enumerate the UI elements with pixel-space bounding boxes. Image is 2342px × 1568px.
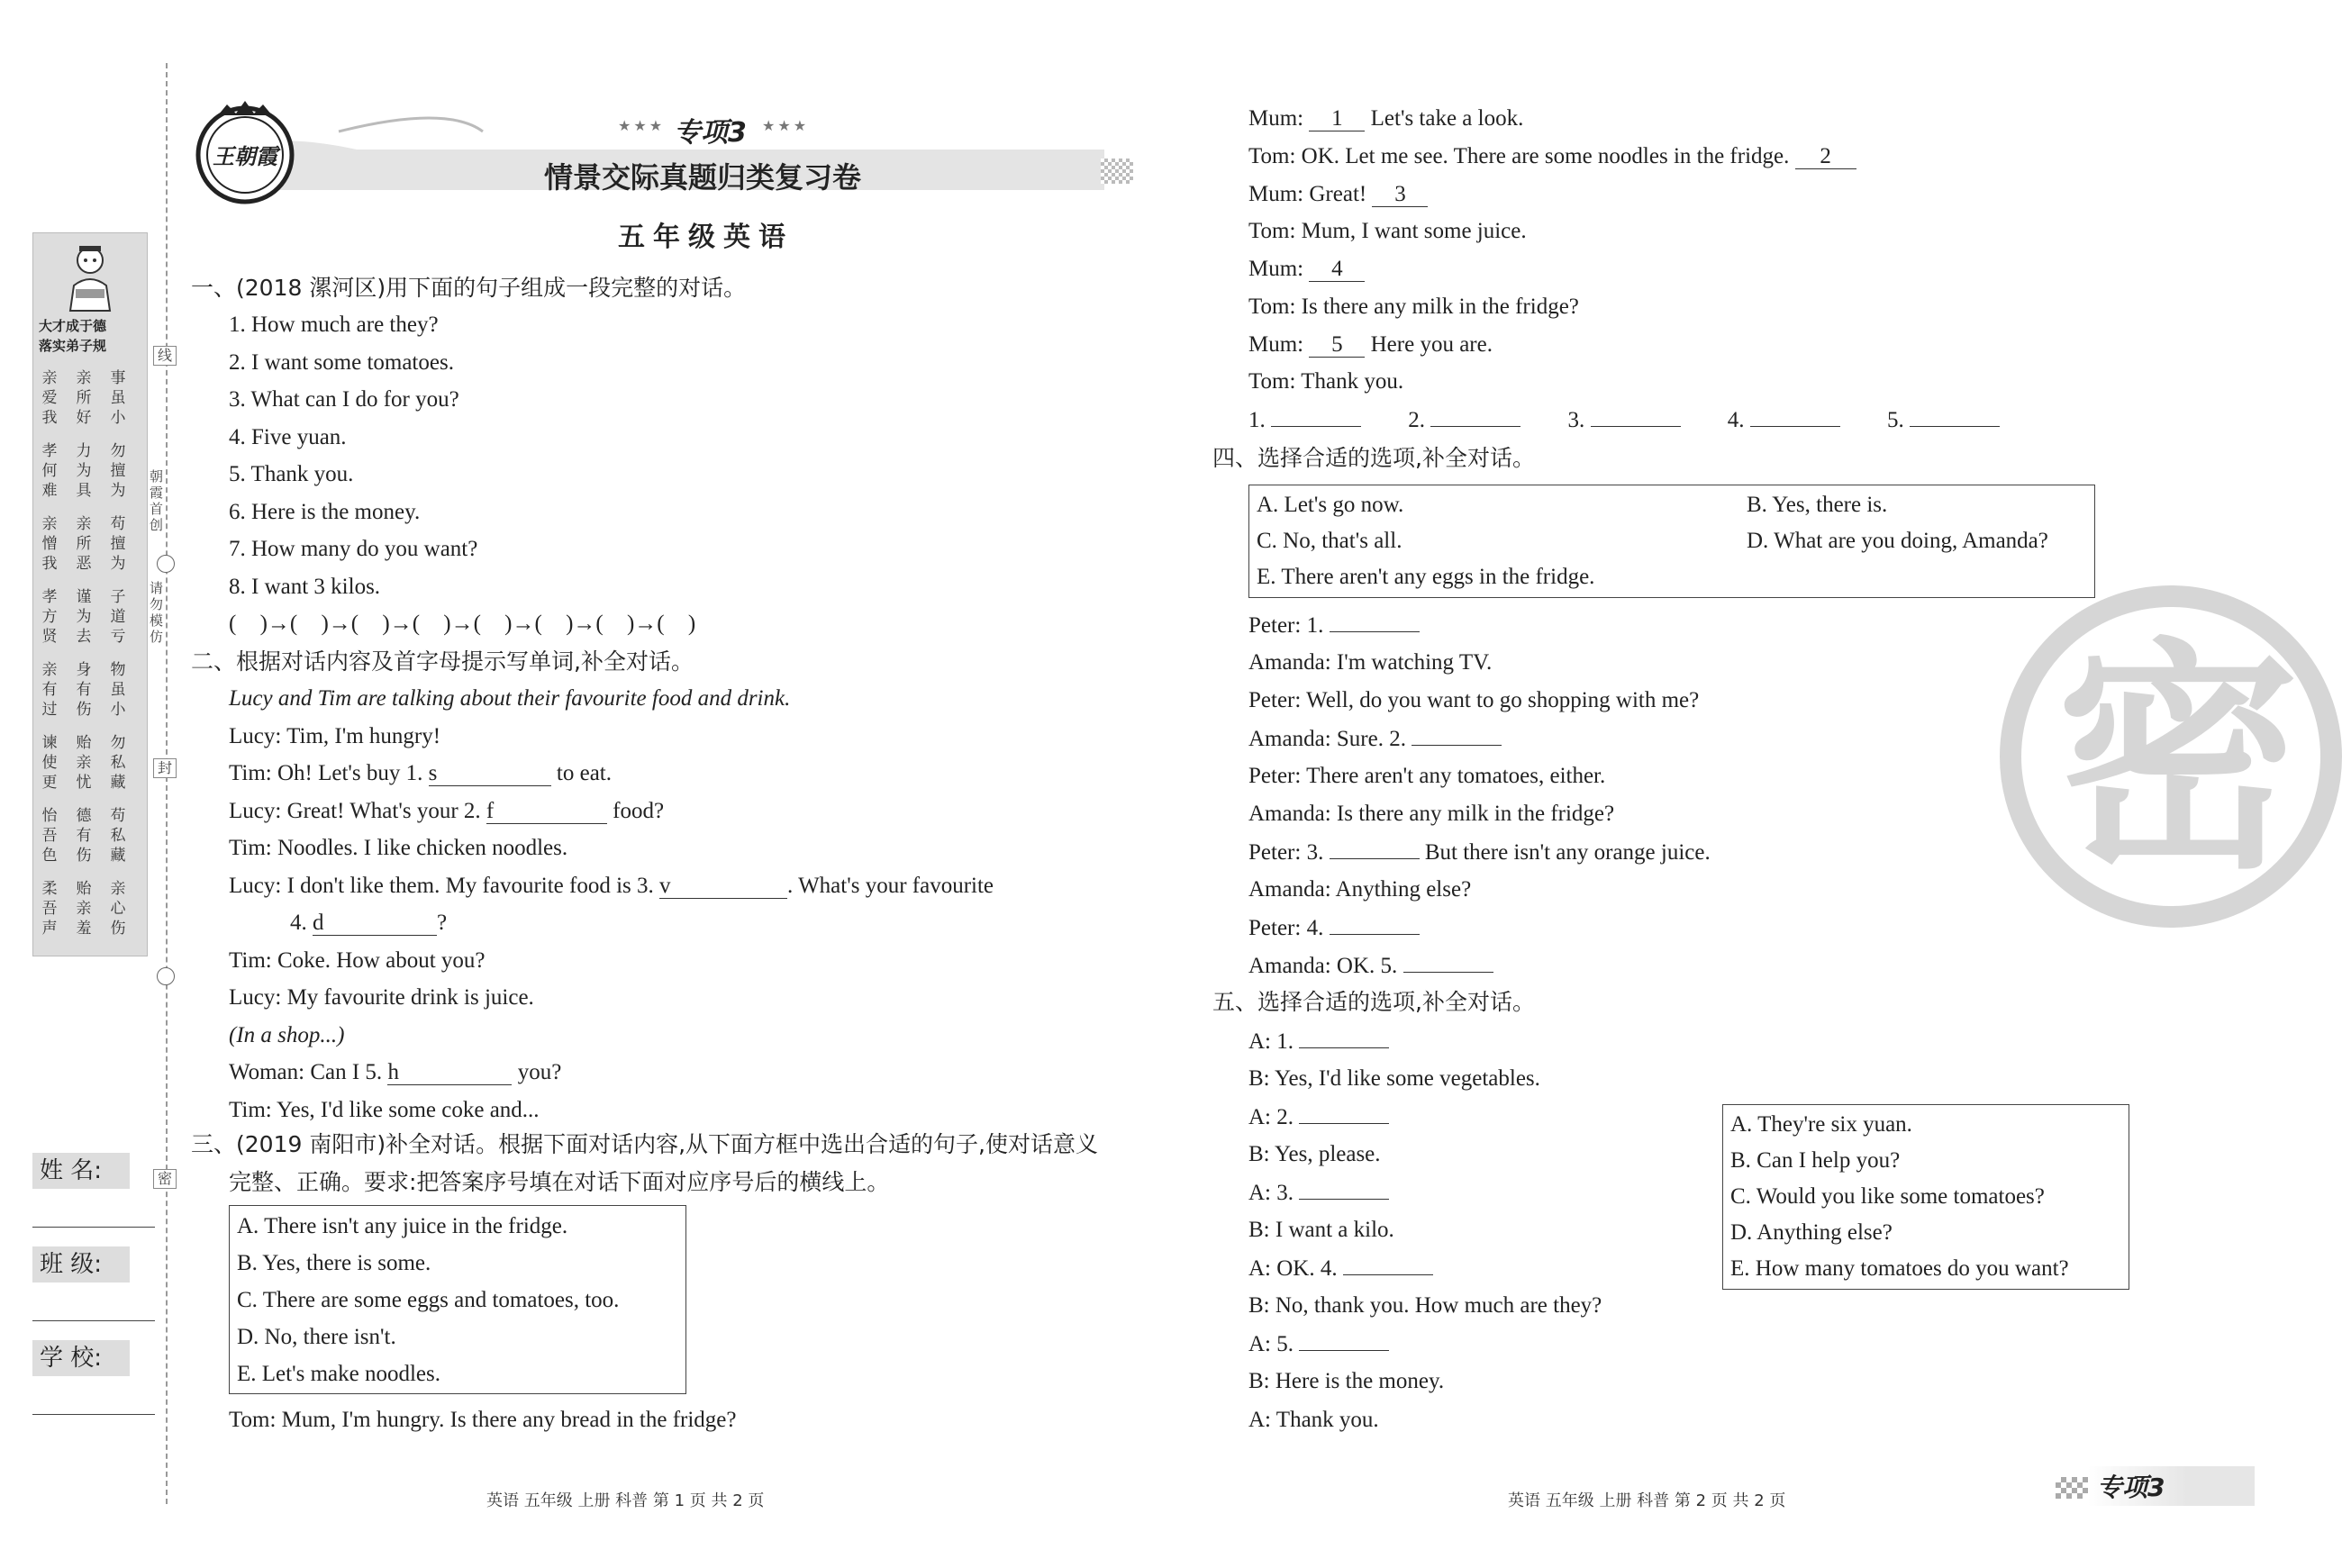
s3-dialog-2 xyxy=(1248,100,1523,138)
class-label: 班 级: xyxy=(32,1246,130,1282)
s5-dialog-1 xyxy=(1248,1022,1389,1061)
s5-option-d: D. Anything else? xyxy=(1730,1220,1893,1245)
s4-dialog-8: Amanda: Anything else? xyxy=(1248,877,1472,902)
s4-dialog-1 xyxy=(1248,606,1420,645)
badge-stars-left: ★★★ xyxy=(618,119,666,134)
s3-option-a: A. There isn't any juice in the fridge. xyxy=(237,1214,568,1238)
s4-blank-4[interactable] xyxy=(1330,909,1420,935)
s4-blank-1[interactable] xyxy=(1330,606,1420,632)
page-title: 情景交际真题归类复习卷 xyxy=(544,160,862,195)
motto-line-1: 大才成于德 xyxy=(39,318,107,334)
s5-dialog-11: A: Thank you. xyxy=(1248,1408,1379,1432)
school-label: 学 校: xyxy=(32,1340,130,1376)
s2-line-9: (In a shop...) xyxy=(229,1023,345,1047)
s2-blank-3[interactable] xyxy=(659,873,787,899)
notice-1: 朝霞首创 xyxy=(150,468,164,533)
s2-blank-1-hint: s xyxy=(428,761,438,785)
s5-option-e: E. How many tomatoes do you want? xyxy=(1730,1256,2069,1281)
secret-watermark-text: 密 xyxy=(2056,618,2300,902)
s2-line-1: Lucy: Tim, I'm hungry! xyxy=(229,724,441,748)
proverb-column: 亲爱我 xyxy=(41,369,58,427)
corner-badge: 专项3 xyxy=(2097,1473,2165,1502)
s4-dialog-9 xyxy=(1248,909,1420,947)
proverb-column: 亲所好 xyxy=(76,369,92,427)
s2-line-6 xyxy=(290,904,447,942)
name-label: 姓 名: xyxy=(32,1153,130,1189)
school-field[interactable] xyxy=(32,1414,155,1415)
s3-dialog-4 xyxy=(1248,176,1428,213)
section2-heading: 二、根据对话内容及首字母提示写单词,补全对话。 xyxy=(191,648,694,675)
s3-blank-5-num: 5 xyxy=(1331,332,1343,357)
s5-options-box xyxy=(1722,1104,2129,1290)
s2-blank-2[interactable] xyxy=(486,798,607,824)
s4-dialog-5: Peter: There aren't any tomatoes, either. xyxy=(1248,764,1606,788)
proverb-column: 苟私藏 xyxy=(110,807,126,865)
cartoon-scholar-icon xyxy=(63,240,117,313)
s2-line-10-text: Woman: Can I 5. xyxy=(229,1060,383,1084)
proverb-column: 事虽小 xyxy=(110,369,126,427)
s1-order-answer[interactable]: ( )→( )→( )→( )→( )→( )→( )→( ) xyxy=(229,612,696,636)
s3-blank-5[interactable] xyxy=(1309,331,1365,358)
proverb-panel xyxy=(32,232,148,956)
s5-dialog-1-text: A: 1. xyxy=(1248,1029,1294,1054)
s4-blank-5[interactable] xyxy=(1403,947,1493,973)
s2-blank-4[interactable] xyxy=(313,910,437,936)
s2-line-3-text: Lucy: Great! What's your 2. xyxy=(229,799,481,823)
subject-title: 五年级英语 xyxy=(618,222,794,253)
proverb-column: 子道亏 xyxy=(110,588,126,646)
s3-blank-4[interactable] xyxy=(1309,256,1365,282)
section1-heading: 一、(2018 漯河区)用下面的句子组成一段完整的对话。 xyxy=(191,275,747,301)
s3-answer-4[interactable] xyxy=(1750,401,1840,427)
proverb-column: 孝何难 xyxy=(41,442,58,500)
proverb-column: 德有伤 xyxy=(76,807,92,865)
s2-blank-1[interactable] xyxy=(429,760,551,786)
s3-dialog-4-text: Mum: Great! xyxy=(1248,182,1367,206)
proverb-grid xyxy=(41,368,141,945)
s3-option-c: C. There are some eggs and tomatoes, too. xyxy=(237,1288,620,1312)
s2-line-7: Tim: Coke. How about you? xyxy=(229,948,486,973)
s2-blank-5[interactable] xyxy=(387,1059,512,1085)
s4-option-b: B. Yes, there is. xyxy=(1747,493,1888,517)
notice-dot-icon xyxy=(157,555,175,573)
s2-line-8: Lucy: My favourite drink is juice. xyxy=(229,985,534,1010)
s3-dialog-6-speaker: Mum: xyxy=(1248,257,1304,281)
s3-dialog-8-speaker: Mum: xyxy=(1248,332,1304,357)
proverb-column: 柔吾声 xyxy=(41,880,58,938)
s5-option-a: A. They're six yuan. xyxy=(1730,1112,1912,1137)
s5-dialog-7-text: A: OK. 4. xyxy=(1248,1256,1338,1281)
s4-dialog-4 xyxy=(1248,720,1502,758)
s4-option-d: D. What are you doing, Amanda? xyxy=(1747,529,2048,553)
s3-blank-3[interactable] xyxy=(1372,181,1428,207)
s2-line-5 xyxy=(229,867,994,905)
s3-option-b: B. Yes, there is some. xyxy=(237,1251,431,1275)
s1-item-7: 7. How many do you want? xyxy=(229,537,478,561)
s5-dialog-5 xyxy=(1248,1174,1389,1212)
s4-dialog-7-text: Peter: 3. xyxy=(1248,840,1324,865)
proverb-column: 身有伤 xyxy=(76,661,92,719)
s1-item-8: 8. I want 3 kilos. xyxy=(229,575,381,599)
s4-dialog-4-text: Amanda: Sure. 2. xyxy=(1248,727,1406,751)
proverb-column: 贻亲羞 xyxy=(76,880,92,938)
proverb-column: 亲憎我 xyxy=(41,515,58,573)
s1-item-4: 4. Five yuan. xyxy=(229,425,347,449)
s5-option-b: B. Can I help you? xyxy=(1730,1148,1901,1173)
s4-dialog-3: Peter: Well, do you want to go shopping with me? xyxy=(1248,688,1700,712)
s2-blank-3-hint: v xyxy=(659,874,671,898)
s3-answer-2[interactable] xyxy=(1430,401,1520,427)
s2-line-5-text: Lucy: I don't like them. My favourite food is 3. xyxy=(229,874,654,898)
s3-dialog-6 xyxy=(1248,250,1365,288)
s2-line-3 xyxy=(229,793,664,830)
notice-dot-icon xyxy=(157,967,175,985)
brand-logo-text: 王朝霞 xyxy=(213,144,277,169)
motto-line-2: 落实弟子规 xyxy=(39,338,107,354)
s2-line-2-text: Tim: Oh! Let's buy 1. xyxy=(229,761,423,785)
s1-item-2: 2. I want some tomatoes. xyxy=(229,350,454,375)
footer-right: 英语 五年级 上册 科普 第 2 页 共 2 页 xyxy=(1508,1491,1786,1510)
s3-dialog-8-text: Here you are. xyxy=(1370,332,1493,357)
s3-dialog-7: Tom: Is there any milk in the fridge? xyxy=(1248,295,1579,319)
s4-dialog-7 xyxy=(1248,833,1711,872)
s1-item-3: 3. What can I do for you? xyxy=(229,387,459,412)
s5-blank-4[interactable] xyxy=(1343,1249,1433,1275)
section4-heading: 四、选择合适的选项,补全对话。 xyxy=(1212,445,1535,471)
s3-dialog-9: Tom: Thank you. xyxy=(1248,369,1404,394)
s2-blank-4-hint: d xyxy=(313,911,324,935)
s4-blank-3[interactable] xyxy=(1330,833,1420,859)
s5-dialog-5-text: A: 3. xyxy=(1248,1181,1294,1205)
s4-dialog-7-tail: But there isn't any orange juice. xyxy=(1424,840,1711,865)
notice-2: 请勿模仿 xyxy=(150,580,164,645)
cut-label-secret: 密 xyxy=(153,1169,177,1189)
s2-line-4: Tim: Noodles. I like chicken noodles. xyxy=(229,836,568,860)
proverb-column: 力为具 xyxy=(76,442,92,500)
s4-options-box xyxy=(1248,485,2095,598)
s2-line-6-tail: ? xyxy=(437,911,448,935)
corner-squares xyxy=(2056,1477,2088,1499)
s1-item-6: 6. Here is the money. xyxy=(229,500,421,524)
s1-item-1: 1. How much are they? xyxy=(229,313,439,337)
s3-options-box xyxy=(229,1205,686,1394)
proverb-column: 勿擅为 xyxy=(110,442,126,500)
s4-dialog-10 xyxy=(1248,947,1493,985)
s3-answer-row xyxy=(1248,401,2000,440)
s2-line-2-tail: to eat. xyxy=(556,761,612,785)
s5-dialog-6: B: I want a kilo. xyxy=(1248,1218,1394,1242)
s1-item-5: 5. Thank you. xyxy=(229,462,354,486)
class-field[interactable] xyxy=(32,1320,155,1321)
s3-blank-1[interactable] xyxy=(1309,105,1365,131)
s4-blank-2[interactable] xyxy=(1412,720,1502,746)
s5-blank-2[interactable] xyxy=(1299,1098,1389,1124)
s3-answer-label-3: 3. xyxy=(1567,408,1585,432)
s3-dialog-5: Tom: Mum, I want some juice. xyxy=(1248,219,1527,243)
s3-dialog-3-text: Tom: OK. Let me see. There are some noodles in the fridge. xyxy=(1248,144,1790,168)
s4-option-c: C. No, that's all. xyxy=(1257,529,1402,553)
section3-heading-1: 三、(2019 南阳市)补全对话。根据下面对话内容,从下面方框中选出合适的句子,使对话意义 xyxy=(191,1131,1098,1157)
s3-answer-label-4: 4. xyxy=(1727,408,1745,432)
s4-dialog-6: Amanda: Is there any milk in the fridge? xyxy=(1248,802,1615,826)
s4-option-e: E. There aren't any eggs in the fridge. xyxy=(1257,565,1595,589)
s3-dialog-1: Tom: Mum, I'm hungry. Is there any bread in the fridge? xyxy=(229,1408,737,1432)
proverb-column: 谨为去 xyxy=(76,588,92,646)
badge-stars-right: ★★★ xyxy=(762,119,810,134)
proverb-column: 贻亲忧 xyxy=(76,734,92,792)
cut-label-line: 线 xyxy=(153,346,177,366)
s2-intro: Lucy and Tim are talking about their favourite food and drink. xyxy=(229,686,791,711)
s3-blank-3-num: 3 xyxy=(1394,182,1406,206)
s4-dialog-9-text: Peter: 4. xyxy=(1248,916,1324,940)
s2-line-11: Tim: Yes, I'd like some coke and... xyxy=(229,1098,540,1122)
proverb-column: 物虽小 xyxy=(110,661,126,719)
s2-line-6-num: 4. xyxy=(290,911,307,935)
s2-line-3-tail: food? xyxy=(613,799,665,823)
s2-line-2 xyxy=(229,755,612,793)
proverb-column: 亲有过 xyxy=(41,661,58,719)
s3-option-d: D. No, there isn't. xyxy=(237,1325,396,1349)
s3-dialog-8 xyxy=(1248,326,1493,364)
s4-option-a: A. Let's go now. xyxy=(1257,493,1404,517)
s5-dialog-4: B: Yes, please. xyxy=(1248,1142,1381,1166)
s3-dialog-2-text: Let's take a look. xyxy=(1370,106,1524,131)
name-field[interactable] xyxy=(32,1227,155,1228)
s3-blank-2-num: 2 xyxy=(1820,144,1831,168)
s3-answer-5[interactable] xyxy=(1910,401,2000,427)
s2-blank-2-hint: f xyxy=(486,799,495,823)
s2-line-10-tail: you? xyxy=(517,1060,562,1084)
proverb-column: 亲所恶 xyxy=(76,515,92,573)
cut-label-seal: 封 xyxy=(153,758,177,778)
s4-dialog-1-text: Peter: 1. xyxy=(1248,613,1324,638)
s5-dialog-9-text: A: 5. xyxy=(1248,1332,1294,1356)
s3-answer-label-1: 1. xyxy=(1248,408,1266,432)
s3-answer-label-5: 5. xyxy=(1887,408,1904,432)
s3-answer-label-2: 2. xyxy=(1408,408,1425,432)
s3-blank-4-num: 4 xyxy=(1331,257,1343,281)
title-checker-pattern xyxy=(1101,159,1133,184)
s5-dialog-2: B: Yes, I'd like some vegetables. xyxy=(1248,1066,1540,1091)
s2-blank-5-hint: h xyxy=(387,1060,399,1084)
s5-blank-5[interactable] xyxy=(1299,1325,1389,1351)
s5-blank-1[interactable] xyxy=(1299,1022,1389,1048)
special-badge: 专项3 xyxy=(674,117,747,149)
s5-dialog-10: B: Here is the money. xyxy=(1248,1369,1445,1393)
s5-option-c: C. Would you like some tomatoes? xyxy=(1730,1184,2045,1209)
s3-dialog-3 xyxy=(1248,138,1856,176)
s5-blank-3[interactable] xyxy=(1299,1174,1389,1200)
section3-heading-2: 完整、正确。要求:把答案序号填在对话下面对应序号后的横线上。 xyxy=(229,1169,890,1195)
s4-dialog-10-text: Amanda: OK. 5. xyxy=(1248,954,1398,978)
s2-line-5-tail: . What's your favourite xyxy=(787,874,994,898)
secret-watermark xyxy=(2000,585,2342,928)
s5-dialog-7 xyxy=(1248,1249,1433,1288)
proverb-column: 苟擅为 xyxy=(110,515,126,573)
s5-dialog-9 xyxy=(1248,1325,1389,1364)
proverb-column: 亲心伤 xyxy=(110,880,126,938)
s3-answer-1[interactable] xyxy=(1271,401,1361,427)
s4-dialog-2: Amanda: I'm watching TV. xyxy=(1248,650,1493,675)
s5-dialog-8: B: No, thank you. How much are they? xyxy=(1248,1293,1602,1318)
s2-line-10 xyxy=(229,1054,561,1092)
proverb-column: 孝方贤 xyxy=(41,588,58,646)
proverb-column: 勿私藏 xyxy=(110,734,126,792)
s3-option-e: E. Let's make noodles. xyxy=(237,1362,440,1386)
footer-left: 英语 五年级 上册 科普 第 1 页 共 2 页 xyxy=(486,1491,765,1510)
s5-dialog-3-text: A: 2. xyxy=(1248,1105,1294,1129)
s3-answer-3[interactable] xyxy=(1591,401,1681,427)
s3-dialog-2-speaker: Mum: xyxy=(1248,106,1304,131)
s5-dialog-3 xyxy=(1248,1098,1389,1137)
section5-heading: 五、选择合适的选项,补全对话。 xyxy=(1212,989,1535,1015)
proverb-column: 谏使更 xyxy=(41,734,58,792)
proverb-column: 怡吾色 xyxy=(41,807,58,865)
s3-blank-1-num: 1 xyxy=(1331,106,1343,131)
s3-blank-2[interactable] xyxy=(1795,143,1856,169)
cut-line xyxy=(166,63,168,1504)
